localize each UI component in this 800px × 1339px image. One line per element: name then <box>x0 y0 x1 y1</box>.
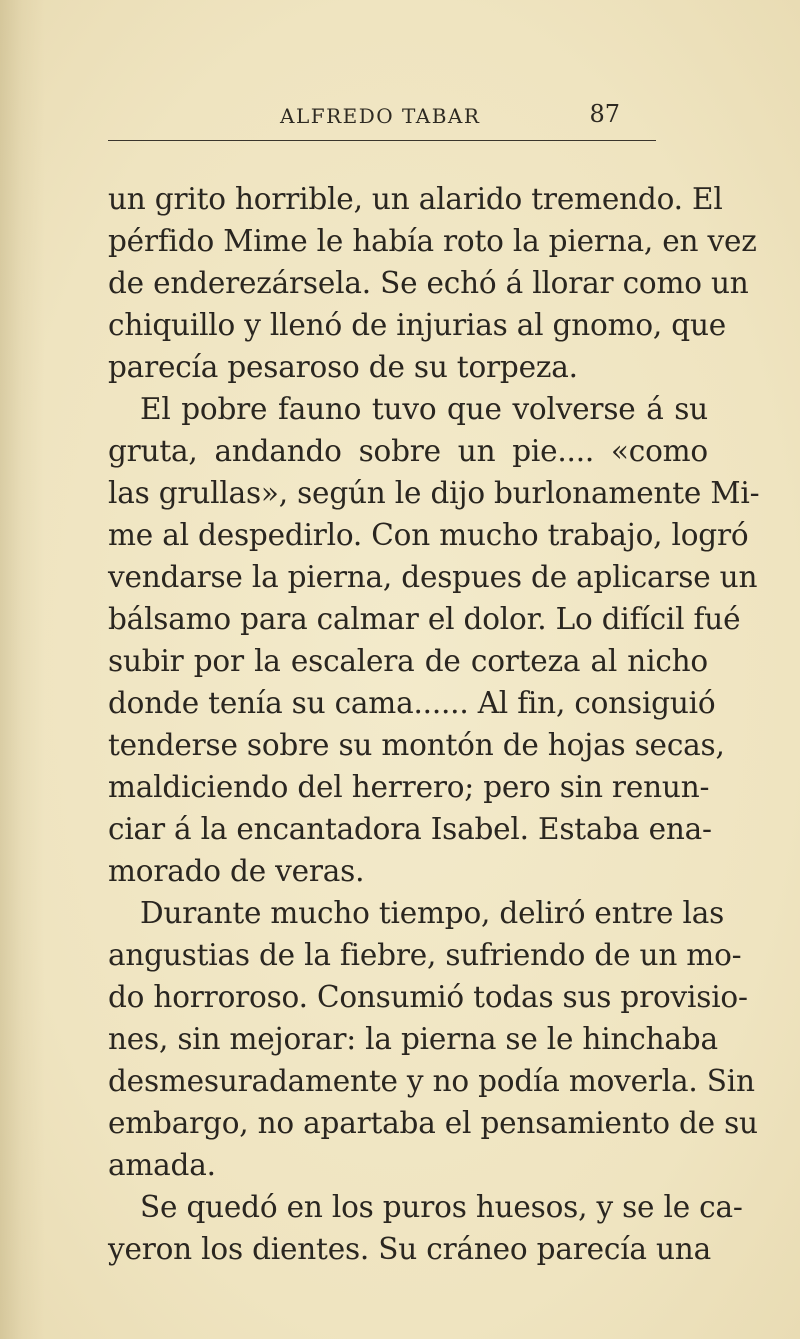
page-number: 87 <box>589 100 620 128</box>
text-line: El pobre fauno tuvo que volverse á su <box>140 392 708 426</box>
text-line: las grullas», según le dijo burlonamente Mi- <box>108 476 760 510</box>
text-line: morado de veras. <box>108 854 365 888</box>
text-line: me al despedirlo. Con mucho trabajo, logró <box>108 518 749 552</box>
text-line: bálsamo para calmar el dolor. Lo difícil fué <box>108 602 741 636</box>
text-line: embargo, no apartaba el pensamiento de su <box>108 1106 758 1140</box>
text-line: un grito horrible, un alarido tremendo. El <box>108 182 723 216</box>
text-line: donde tenía su cama...... Al fin, consiguió <box>108 686 716 720</box>
text-line: ciar á la encantadora Isabel. Estaba ena- <box>108 812 712 846</box>
text-line: subir por la escalera de corteza al nicho <box>108 644 708 678</box>
text-line: maldiciendo del herrero; pero sin renun- <box>108 770 710 804</box>
text-line: tenderse sobre su montón de hojas secas, <box>108 728 725 762</box>
running-head <box>108 100 656 140</box>
text-line: Se quedó en los puros huesos, y se le ca- <box>140 1190 743 1224</box>
text-line: de enderezársela. Se echó á llorar como un <box>108 266 749 300</box>
header-rule <box>108 140 656 141</box>
text-line: desmesuradamente y no podía moverla. Sin <box>108 1064 755 1098</box>
text-line: nes, sin mejorar: la pierna se le hinchaba <box>108 1022 718 1056</box>
text-line: gruta, andando sobre un pie.... «como <box>108 434 708 468</box>
text-line: pérfido Mime le había roto la pierna, en vez <box>108 224 757 258</box>
text-line: chiquillo y llenó de injurias al gnomo, que <box>108 308 727 342</box>
text-line: parecía pesaroso de su torpeza. <box>108 350 578 384</box>
text-line: yeron los dientes. Su cráneo parecía una <box>108 1232 711 1266</box>
text-line: amada. <box>108 1148 216 1182</box>
author-name: ALFREDO TABAR <box>280 104 481 128</box>
text-line: angustias de la fiebre, sufriendo de un mo- <box>108 938 742 972</box>
body-text <box>108 178 760 1270</box>
text-line: Durante mucho tiempo, deliró entre las <box>140 896 725 930</box>
text-line: vendarse la pierna, despues de aplicarse un <box>108 560 758 594</box>
text-line: do horroroso. Consumió todas sus provisio- <box>108 980 748 1014</box>
